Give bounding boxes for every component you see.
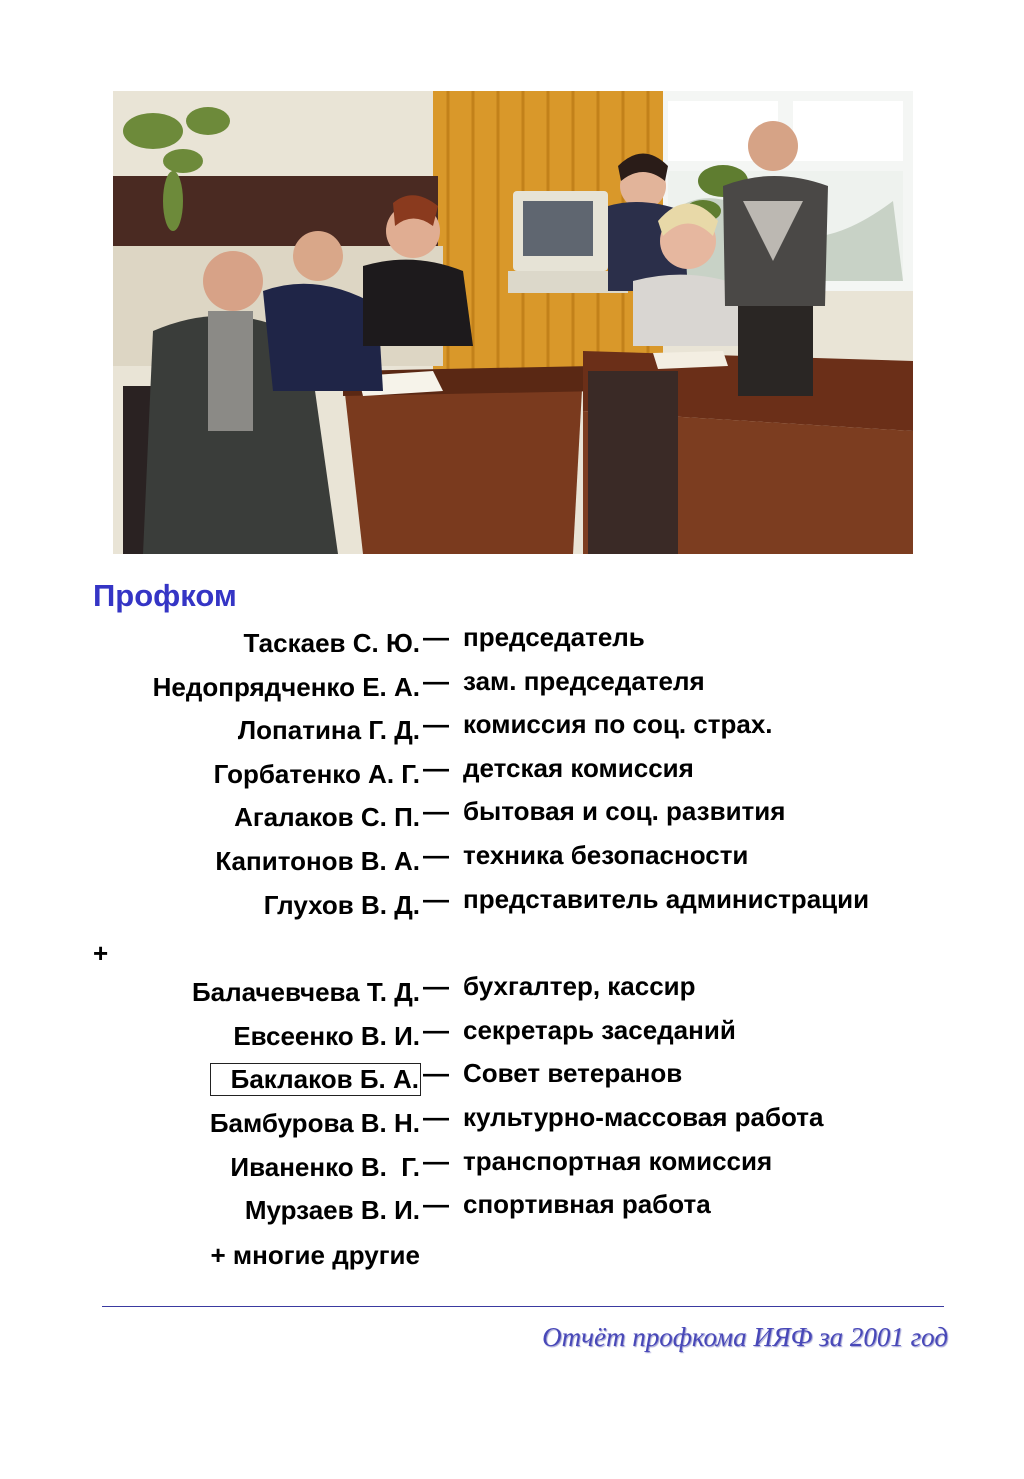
dash: — (423, 971, 449, 1001)
member-name: Мурзаев В. И. (244, 1195, 420, 1225)
member-row (0, 1015, 1024, 1055)
member-role: Совет ветеранов (463, 1058, 683, 1088)
member-row (0, 1102, 1024, 1142)
member-name: Лопатина Г. Д. (237, 715, 420, 745)
member-row (0, 666, 1024, 706)
member-name: Балачевчева Т. Д. (191, 977, 420, 1007)
dash: — (423, 884, 449, 914)
dash: — (423, 840, 449, 870)
member-row (0, 796, 1024, 836)
member-role: бытовая и соц. развития (463, 796, 786, 826)
dash: — (423, 753, 449, 783)
member-role: комиссия по соц. страх. (463, 709, 773, 739)
section-heading: Профком (93, 578, 237, 613)
member-role: зам. председателя (463, 666, 705, 696)
member-role: культурно-массовая работа (463, 1102, 824, 1132)
member-role: секретарь заседаний (463, 1015, 736, 1045)
member-role: детская комиссия (463, 753, 694, 783)
member-row (0, 840, 1024, 880)
member-role: спортивная работа (463, 1189, 711, 1219)
dash: — (423, 1015, 449, 1045)
dash: — (423, 709, 449, 739)
dash: — (423, 622, 449, 652)
member-row (0, 709, 1024, 749)
dash: — (423, 1189, 449, 1219)
member-role: представитель администрации (463, 884, 870, 914)
dash: — (423, 666, 449, 696)
dash: — (423, 796, 449, 826)
member-row (0, 884, 1024, 924)
member-row (0, 622, 1024, 662)
member-row (0, 1189, 1024, 1229)
others-note: + многие другие (210, 1240, 420, 1270)
footer-caption: Отчёт профкома ИЯФ за 2001 год (542, 1322, 948, 1352)
member-row (0, 1146, 1024, 1186)
dash: — (423, 1146, 449, 1176)
member-role: техника безопасности (463, 840, 749, 870)
member-name: Таскаев С. Ю. (243, 628, 420, 658)
member-name: Недопрядченко Е. А. (152, 672, 420, 702)
member-name: Бамбурова В. Н. (209, 1108, 420, 1138)
member-role: председатель (463, 622, 645, 652)
member-role: транспортная комиссия (463, 1146, 773, 1176)
group-photo (113, 91, 913, 554)
member-name: Агалаков С. П. (234, 802, 420, 832)
dash: — (423, 1058, 449, 1088)
member-name-boxed: Баклаков Б. А. (211, 1064, 420, 1095)
member-name: Иваненко В. Г. (230, 1152, 420, 1182)
footer-divider (102, 1306, 944, 1307)
dash: — (423, 1102, 449, 1132)
member-row (0, 971, 1024, 1011)
member-name: Горбатенко А. Г. (213, 759, 420, 789)
plus-sign: + (93, 938, 109, 968)
member-role: бухгалтер, кассир (463, 971, 696, 1001)
member-row (0, 753, 1024, 793)
member-row (0, 1058, 1024, 1098)
member-name: Глухов В. Д. (263, 890, 420, 920)
member-name: Евсеенко В. И. (233, 1021, 420, 1051)
member-name: Капитонов В. А. (215, 846, 420, 876)
